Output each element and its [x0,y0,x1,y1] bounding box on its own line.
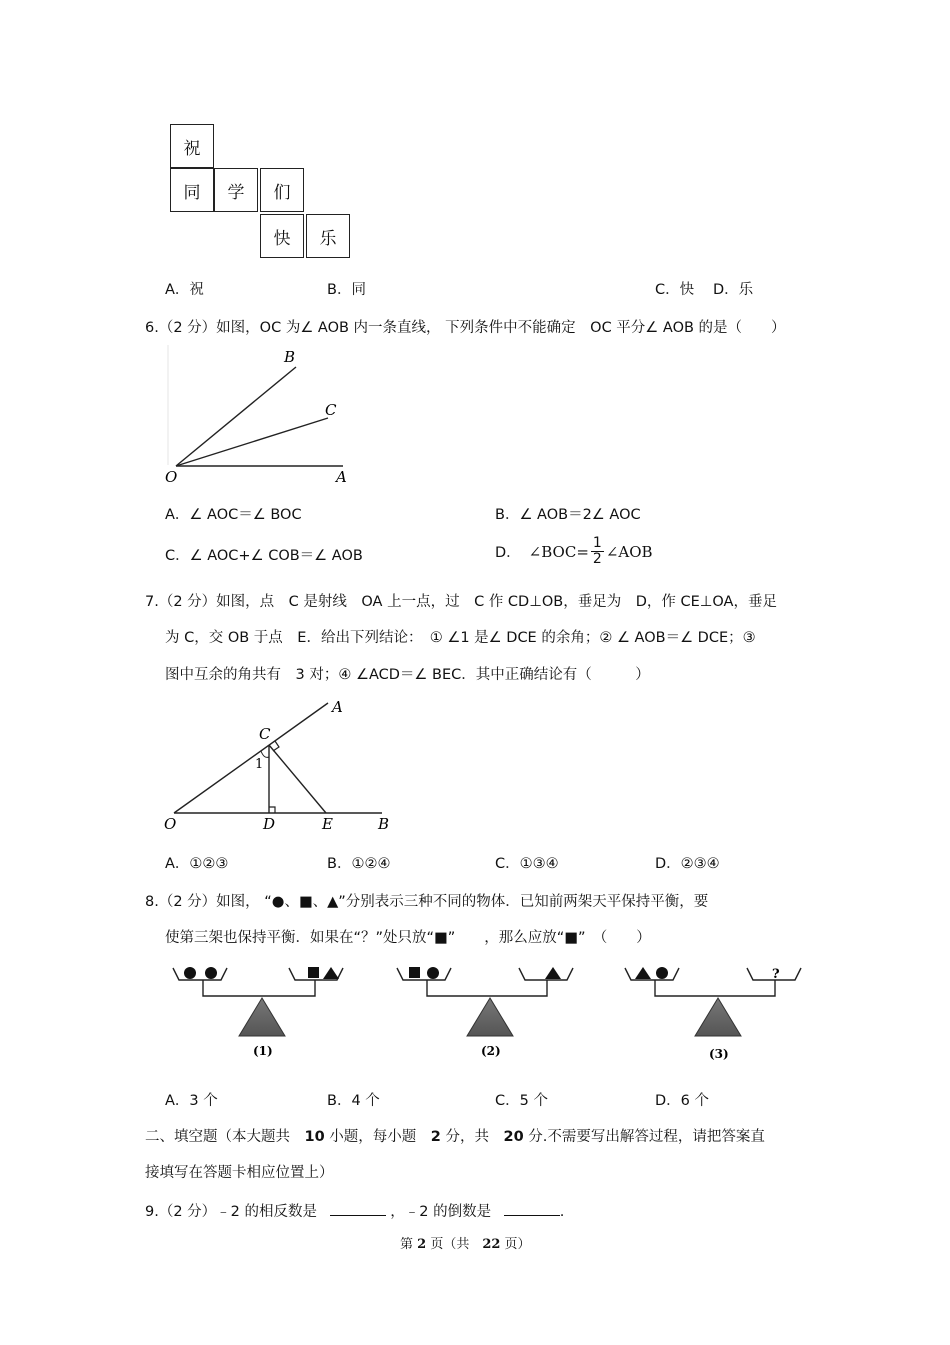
label-o: O [164,815,177,833]
section-2-heading [145,1125,765,1146]
section-2-text: 分，共 [440,1129,504,1145]
triangle-icon [635,967,651,979]
circle-icon [205,967,217,979]
section-2-total: 20 [503,1129,524,1145]
section-2-heading-line2: 接填写在答题卡相应位置上） [145,1165,334,1181]
total-page-count: 22 [482,1237,501,1252]
q7-option-b: B．①②④ [327,856,391,872]
fraction-one-half [591,536,604,567]
q7-option-d: D．②③④ [655,856,720,872]
q9-text: . [559,1204,565,1220]
section-2-text: 分.不需要写出解答过程，请把答案直 [523,1129,765,1145]
q7-option-c: C．①③④ [495,856,559,872]
section-2-text: 小题，每小题 [324,1129,431,1145]
footer-text: 第 [400,1237,418,1252]
label-e: E [322,815,333,833]
q8-option-a: A．3 个 [165,1093,218,1109]
q6-option-c: C．∠ AOC+∠ COB＝∠ AOB [165,548,363,564]
q8-option-c: C．5 个 [495,1093,548,1109]
q8-stem-line1: 8.（2 分）如图， “●、■、▲”分别表示三种不同的物体．已知前两架天平保持平衡，要 [145,894,709,910]
q6-option-d-lhs: ∠BOC= [528,542,589,561]
section-2-count: 10 [304,1129,325,1145]
answer-blank[interactable] [330,1201,386,1216]
caption-2: (2) [481,1044,501,1058]
q6-angle-figure [160,345,360,490]
q6-option-d-rhs: ∠AOB [605,542,653,561]
circle-icon [427,967,439,979]
balance-2 [397,967,573,1058]
q8-option-b: B．4 个 [327,1093,380,1109]
net-cell: 快 [260,214,304,258]
label-b: B [284,348,296,366]
caption-1: (1) [253,1044,273,1058]
square-icon [409,967,420,978]
q6-stem: 6.（2 分）如图，OC 为∠ AOB 内一条直线， 下列条件中不能确定 OC 平分∠ AOB 的是（ ） [145,320,786,336]
current-page-number: 2 [417,1237,427,1252]
net-cell: 祝 [170,124,214,168]
footer-text: 页（共 [426,1237,483,1252]
q8-stem-line2: 使第三架也保持平衡．如果在“？”处只放“■” ，那么应放“■” （ ） [165,930,651,946]
label-b: B [378,815,390,833]
balance-3 [625,967,801,1061]
answer-blank[interactable] [504,1201,560,1216]
q5-option-d: D．乐 [713,282,754,298]
label-d: D [263,815,276,833]
net-cell: 同 [170,168,214,212]
label-a: A [332,698,343,716]
net-cell: 学 [214,168,258,212]
footer-text: 页） [500,1237,531,1252]
net-cell: 们 [260,168,304,212]
q5-option-b: B．同 [327,282,366,298]
caption-3: (3) [709,1047,729,1061]
question-mark: ? [772,967,780,982]
q8-option-d: D．6 个 [655,1093,709,1109]
q7-stem-line1: 7.（2 分）如图，点 C 是射线 OA 上一点，过 C 作 CD⊥OB，垂足为 D，作 CE⊥OA，垂足 [145,594,777,610]
section-2-points-each: 2 [430,1129,441,1145]
q7-ray-figure [160,695,400,835]
fraction-denominator: 2 [592,551,602,567]
square-icon [308,967,319,978]
q7-option-a: A．①②③ [165,856,229,872]
label-angle-1: 1 [255,757,264,772]
balance-1 [173,967,343,1058]
q6-option-a: A．∠ AOC＝∠ BOC [165,507,302,523]
net-cell: 乐 [306,214,350,258]
section-2-text: 二、填空题（本大题共 [145,1129,305,1145]
q6-option-d [495,536,653,567]
q9-stem [145,1200,564,1221]
q7-stem-line2: 为 C，交 OB 于点 E．给出下列结论： ① ∠1 是∠ DCE 的余角；② ∠ AOB＝∠ DCE；③ [165,630,756,646]
page-footer [400,1233,531,1252]
label-a: A [336,468,347,486]
q6-option-b: B．∠ AOB＝2∠ AOC [495,507,641,523]
q9-text: 9.（2 分）﹣2 的相反数是 [145,1204,318,1220]
fraction-numerator: 1 [592,535,602,551]
q7-stem-line3: 图中互余的角共有 3 对；④ ∠ACD＝∠ BEC．其中正确结论有（ ） [165,667,650,683]
triangle-icon [545,967,561,979]
triangle-icon [323,967,339,979]
q5-option-a: A．祝 [165,282,204,298]
label-c: C [259,725,271,743]
circle-icon [184,967,196,979]
circle-icon [656,967,668,979]
q9-text: ，﹣2 的倒数是 [390,1204,492,1220]
q5-option-c: C．快 [655,282,695,298]
q8-balances-figure [165,958,825,1068]
q6-option-d-prefix: D． [495,545,521,561]
label-c: C [325,401,337,419]
cube-net-figure [170,124,360,264]
label-o: O [165,468,178,486]
